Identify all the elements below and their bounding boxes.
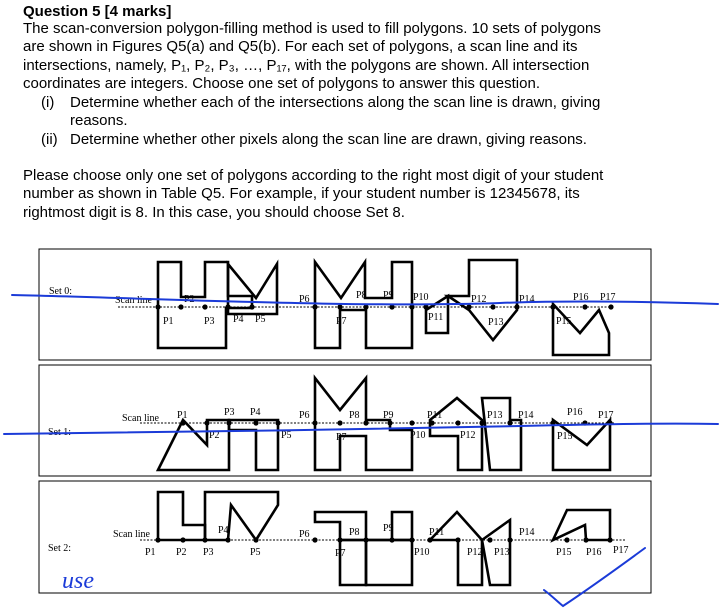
set2-label-P16: P16 [586, 547, 602, 558]
set2-point-P16 [583, 537, 588, 542]
set2-label-P12: P12 [467, 547, 483, 558]
intro-line: coordinates are integers. Choose one set of polygons to answer this question. [23, 74, 540, 92]
set1-scan-label: Scan line [122, 413, 159, 424]
set1-point-P10 [409, 420, 414, 425]
set0-label-P7: P7 [336, 316, 347, 327]
set0-point-P7 [337, 304, 342, 309]
set0-point-P13 [490, 304, 495, 309]
set2-point-P5 [253, 537, 258, 542]
set1-label-P7: P7 [336, 432, 347, 443]
part-line: reasons. [70, 112, 128, 130]
set0-label-P4: P4 [233, 314, 244, 325]
ink-note-use: use [62, 568, 94, 594]
set0-label-P13: P13 [488, 317, 504, 328]
set1-point-P2 [204, 420, 209, 425]
set2-label-P15: P15 [556, 547, 572, 558]
set1-polygon-f [553, 420, 610, 470]
set2-label-P17: P17 [613, 545, 629, 556]
set0-polygon-f [553, 304, 609, 355]
set2-point-P2 [180, 537, 185, 542]
set0-point-P1 [155, 304, 160, 309]
set2-point-P13 [487, 537, 492, 542]
set1-label-P17: P17 [598, 410, 614, 421]
set1-polygon-c [315, 378, 412, 470]
part-line: Determine whether each of the intersections along the scan line is drawn, giving [70, 94, 601, 111]
intro-paragraph [23, 20, 647, 93]
set2-polygon-h [553, 510, 610, 540]
set1-point-P12 [455, 420, 460, 425]
set1-label-P9: P9 [383, 410, 394, 421]
set0-label-P6: P6 [299, 294, 310, 305]
set1-point-P6 [312, 420, 317, 425]
set1-point-P13 [479, 420, 484, 425]
polygon-figure [0, 245, 722, 609]
set0-label-P11: P11 [428, 312, 444, 323]
set2-polygon-d [366, 540, 412, 585]
set1-figure [158, 378, 610, 470]
set2-label-P11: P11 [429, 527, 445, 538]
set2-point-P11 [427, 537, 432, 542]
set0-point-P12 [466, 304, 471, 309]
set1-label-P16: P16 [567, 407, 583, 418]
set0-label-P12: P12 [471, 294, 487, 305]
set0-label-P3: P3 [204, 316, 215, 327]
set0-label-P17: P17 [600, 292, 616, 303]
set2-label-P3: P3 [203, 547, 214, 558]
set1-point-P14 [507, 420, 512, 425]
set2-label-P8: P8 [349, 527, 360, 538]
set1-label: Set 1: [48, 427, 72, 438]
set1-label-P1: P1 [177, 410, 188, 421]
set1-polygon-a [158, 420, 229, 470]
set0-label-P10: P10 [413, 292, 429, 303]
set2-point-P3 [202, 537, 207, 542]
set2-label-P6: P6 [299, 529, 310, 540]
part-text [70, 131, 587, 149]
set0-label-P1: P1 [163, 316, 174, 327]
set0-label-P15: P15 [556, 316, 572, 327]
set2-point-P8 [363, 537, 368, 542]
part-number: (i) [41, 94, 55, 111]
set2-point-P10 [409, 537, 414, 542]
set2-label-P1: P1 [145, 547, 156, 558]
intro-line: are shown in Figures Q5(a) and Q5(b). For each set of polygons, a scan line and its [23, 38, 578, 56]
intro-line: The scan-conversion polygon-filling method is used to fill polygons. 10 sets of polygons [23, 20, 601, 37]
set1-label-P5: P5 [281, 430, 292, 441]
set0-label-P5: P5 [255, 314, 266, 325]
set0-point-P3 [202, 304, 207, 309]
set2-polygon-c [315, 512, 412, 540]
set0-point-P6 [312, 304, 317, 309]
instruction-paragraph [23, 167, 647, 222]
set0-label-P2: P2 [184, 294, 195, 305]
set0-scan-label: Scan line [115, 295, 152, 306]
set2-point-P6 [312, 537, 317, 542]
set1-point-P4 [253, 420, 258, 425]
set2-figure [158, 492, 610, 585]
set0-label-P8: P8 [356, 290, 367, 301]
set2-point-P4 [225, 537, 230, 542]
set1-label-P4: P4 [250, 407, 261, 418]
set1-point-P3 [226, 420, 231, 425]
instruction-line: Please choose only one set of polygons according to the right most digit of your student [23, 167, 604, 184]
set0-point-P2 [178, 304, 183, 309]
set2-label-P2: P2 [176, 547, 187, 558]
set2-polygon-a [158, 492, 205, 540]
set1-label-P8: P8 [349, 410, 360, 421]
set2-polygon-e [340, 540, 366, 585]
set2-label-P13: P13 [494, 547, 510, 558]
set1-point-P11 [429, 420, 434, 425]
set1-label-P11: P11 [427, 410, 443, 421]
set1-point-P8 [363, 420, 368, 425]
set0-label-P14: P14 [519, 294, 535, 305]
set1-polygon-e [482, 398, 521, 470]
part-line: Determine whether other pixels along the scan line are drawn, giving reasons. [70, 131, 587, 148]
instruction-line: number as shown in Table Q5. For example, if your student number is 12345678, its [23, 185, 580, 203]
set0-label-P16: P16 [573, 292, 589, 303]
set1-point-P7 [337, 420, 342, 425]
set2-label-P9: P9 [383, 523, 394, 534]
set1-label-P13: P13 [487, 410, 503, 421]
set2-polygon-b [205, 492, 278, 540]
set0-point-P15 [550, 304, 555, 309]
set2-label: Set 2: [48, 543, 72, 554]
set2-label-P5: P5 [250, 547, 261, 558]
set1-point-P1 [180, 420, 185, 425]
set1-label-P14: P14 [518, 410, 534, 421]
set2-point-P1 [155, 537, 160, 542]
set2-point-P7 [337, 537, 342, 542]
part-i [41, 94, 651, 131]
set0-point-P8 [363, 304, 368, 309]
set0-point-P14 [514, 304, 519, 309]
set0-label-P9: P9 [383, 290, 394, 301]
question-heading: Question 5 [4 marks] [23, 3, 172, 20]
set2-point-P14 [507, 537, 512, 542]
set1-label-P10: P10 [410, 430, 426, 441]
set1-label-P6: P6 [299, 410, 310, 421]
set0-point-P4 [225, 304, 230, 309]
set0-point-P16 [582, 304, 587, 309]
set2-point-P15 [564, 537, 569, 542]
set2-label-P7: P7 [335, 548, 346, 559]
set0-point-P17 [608, 304, 613, 309]
set1-point-P9 [387, 420, 392, 425]
part-ii [41, 131, 651, 150]
set2-point-P17 [607, 537, 612, 542]
set2-point-P12 [455, 537, 460, 542]
set1-label-P15: P15 [557, 431, 573, 442]
set0-label: Set 0: [49, 286, 73, 297]
set1-label-P12: P12 [460, 430, 476, 441]
set2-scan-label: Scan line [113, 529, 150, 540]
set1-polygon-b [229, 420, 278, 470]
set2-label-P14: P14 [519, 527, 535, 538]
set2-label-P4: P4 [218, 525, 229, 536]
part-text [70, 94, 600, 131]
part-number: (ii) [41, 131, 58, 148]
set0-point-P5 [249, 304, 254, 309]
instruction-line: rightmost digit is 8. In this case, you should choose Set 8. [23, 203, 405, 221]
intro-line: intersections, namely, P₁, P₂, P₃, …, P₁₇, with the polygons are shown. All intersection [23, 56, 590, 74]
set2-label-P10: P10 [414, 547, 430, 558]
set1-label-P2: P2 [209, 430, 220, 441]
set1-label-P3: P3 [224, 407, 235, 418]
set2-point-P9 [389, 537, 394, 542]
set1-point-P5 [275, 420, 280, 425]
